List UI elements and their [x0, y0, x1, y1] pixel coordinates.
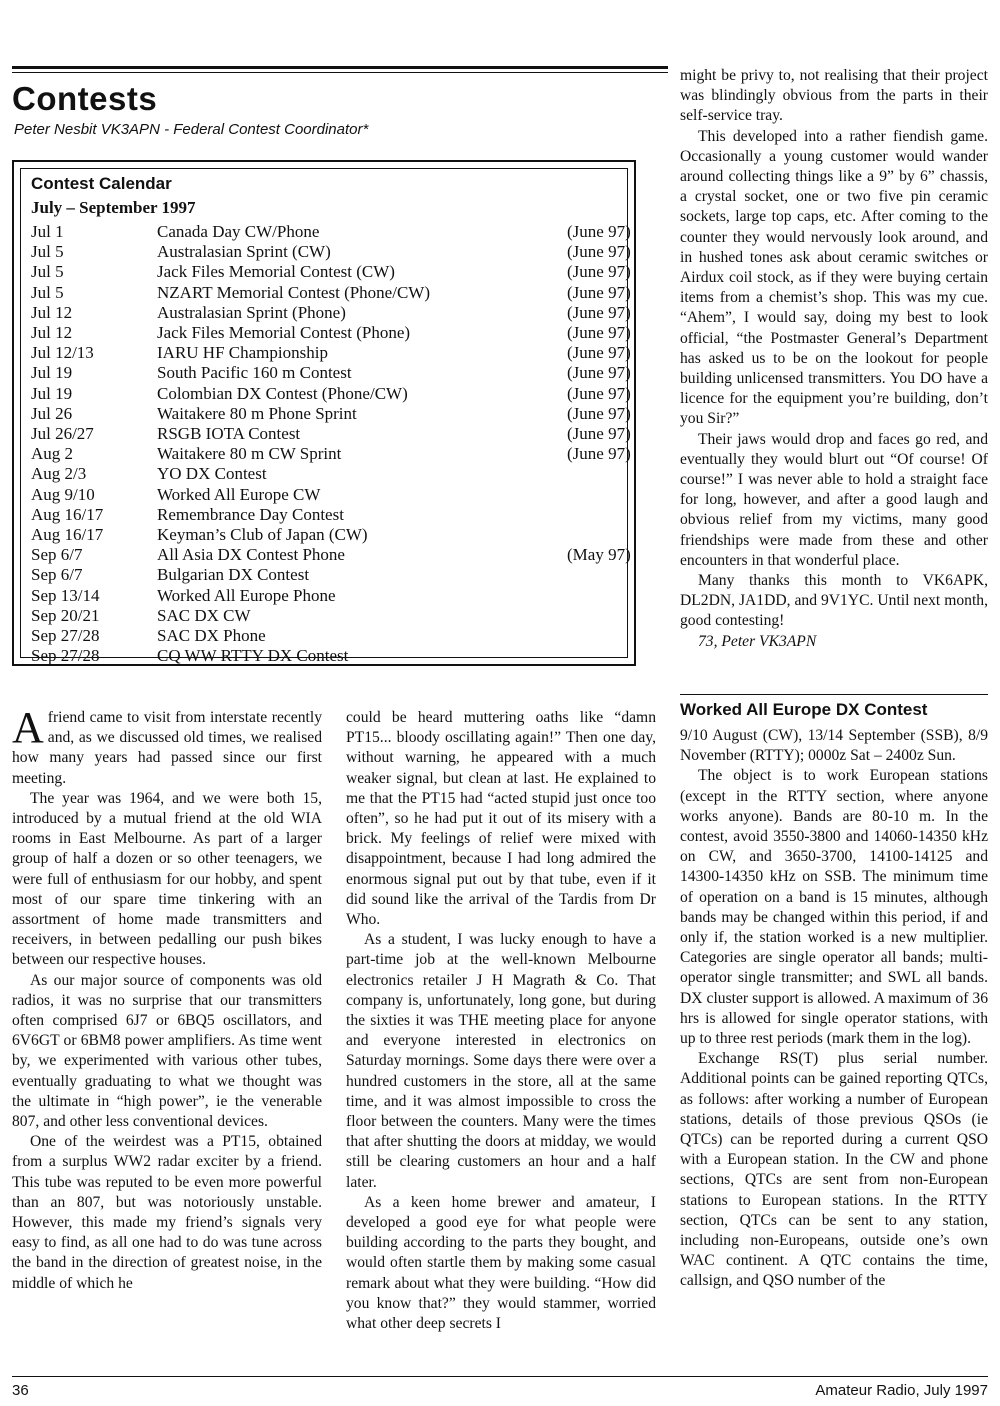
calendar-date: Aug 2/3 [31, 464, 87, 484]
paragraph: friend came to visit from interstate recently and, as we discussed old times, we realised how many years had passed since our first meeting. [12, 709, 322, 787]
calendar-row [31, 323, 631, 343]
calendar-issue-ref: (June 97) [567, 403, 631, 423]
calendar-row [31, 485, 631, 505]
calendar-row [31, 363, 631, 383]
calendar-contest-name: CQ WW RTTY DX Contest [157, 646, 349, 666]
calendar-date: Jul 5 [31, 262, 64, 282]
calendar-row [31, 626, 631, 646]
calendar-issue-ref: (June 97) [567, 222, 631, 241]
article-title: Contests [12, 80, 158, 117]
article-column-1 [12, 703, 322, 1294]
calendar-contest-name: Waitakere 80 m CW Sprint [157, 444, 342, 464]
paragraph: might be privy to, not realising that their project was blindingly obvious from the parts in their self-service tray. [680, 67, 988, 125]
calendar-issue-ref: (June 97) [567, 383, 631, 403]
calendar-date: Jul 12/13 [31, 343, 94, 363]
calendar-contest-name: All Asia DX Contest Phone [157, 545, 345, 565]
sign-off: 73, Peter VK3APN [698, 632, 817, 650]
calendar-issue-ref: (June 97) [567, 444, 631, 464]
calendar-contest-name: Worked All Europe Phone [157, 585, 336, 605]
calendar-contest-name: RSGB IOTA Contest [157, 424, 301, 443]
header-rule-thick [12, 66, 668, 69]
calendar-date: Aug 2 [31, 444, 74, 464]
contest-calendar-box [12, 160, 636, 666]
calendar-date: Aug 16/17 [31, 525, 104, 544]
calendar-date: Sep 20/21 [31, 605, 100, 625]
calendar-date: Jul 12 [31, 302, 73, 322]
calendar-row [31, 283, 631, 303]
calendar-contest-name: YO DX Contest [157, 464, 267, 484]
article-byline: Peter Nesbit VK3APN - Federal Contest Coordinator* [14, 121, 369, 138]
paragraph: As a keen home brewer and amateur, I developed a good eye for what people were building according to the parts they bought, and would often startle them by making some casual remark about what they were building. “How did you know that?” they would stammer, worried what other deep secrets I [346, 1193, 656, 1333]
paragraph: Their jaws would drop and faces go red, and eventually they would blurt out “Of course! Of course!” I was never able to hold a straight face for long, however, and after a good laugh and obvious relief from my victims, many good friendships were made from these and other encounters in that wonderful place. [680, 430, 988, 569]
calendar-date: Sep 27/28 [31, 646, 100, 666]
calendar-contest-name: Bulgarian DX Contest [157, 565, 310, 585]
drop-cap: A [12, 703, 44, 752]
paragraph: 9/10 August (CW), 13/14 September (SSB), 8/9 November (RTTY); 0000z Sat – 2400z Sun. [680, 727, 988, 765]
calendar-issue-ref: (May 97) [567, 545, 631, 565]
calendar-issue-ref: (June 97) [567, 242, 631, 262]
calendar-contest-name: Jack Files Memorial Contest (CW) [157, 262, 395, 282]
calendar-date: Sep 13/14 [31, 585, 100, 605]
calendar-date: Jul 19 [31, 383, 73, 403]
calendar-row [31, 464, 631, 484]
paragraph: The year was 1964, and we were both 15, introduced by a mutual friend at the old WIA rooms in East Melbourne. As part of a larger group of half a dozen or so other teenagers, we were full of enthusiasm for our hobby, and spent most of our spare time tinkering with an assortment of home made transmitters and receivers, in between pedalling our push bikes between our respective houses. [12, 789, 322, 969]
calendar-date: Sep 27/28 [31, 626, 100, 645]
calendar-contest-name: Remembrance Day Contest [157, 504, 344, 524]
paragraph: Many thanks this month to VK6APK, DL2DN, JA1DD, and 9V1YC. Until next month, good contesting! [680, 572, 988, 630]
calendar-contest-name: NZART Memorial Contest (Phone/CW) [157, 282, 430, 302]
calendar-date: Jul 12 [31, 323, 73, 342]
calendar-contest-name: Keyman’s Club of Japan (CW) [157, 525, 368, 544]
calendar-contest-name: Waitakere 80 m Phone Sprint [157, 403, 357, 423]
section-divider [680, 694, 988, 695]
article-column-3 [680, 66, 988, 652]
article-column-2 [346, 708, 656, 1334]
page-number: 36 [12, 1382, 29, 1399]
wae-heading: Worked All Europe DX Contest [680, 700, 928, 719]
calendar-contest-name: SAC DX Phone [157, 626, 266, 645]
calendar-date: Jul 19 [31, 363, 73, 383]
calendar-row [31, 444, 631, 464]
paragraph: The object is to work European stations (except in the RTTY section, where anyone works anyone). Bands are 80-10 m. In the contest, avoid 3550-3800 and 14060-14350 kHz on CW, and 3650-3700, 14100-14125 and 14300-14350 kHz on SSB. The minimum time of operation on a band is 15 minutes, although bands may be changed within this period, if and only if, the station worked is a new multiplier. Categories are single operator all bands; multi-operator single transmitter; and SWL all bands. DX cluster support is allowed. A maximum of 36 hrs is allowed for single operator stations, with up to three rest periods (mark them in the log). [680, 767, 988, 1048]
calendar-issue-ref: (June 97) [567, 363, 631, 383]
calendar-row [31, 404, 631, 424]
calendar-issue-ref: (June 97) [567, 282, 631, 302]
calendar-row [31, 525, 631, 545]
calendar-date: Aug 16/17 [31, 504, 104, 524]
paragraph: As our major source of components was old radios, it was no surprise that our transmitters often comprised 6J7 or 6BQ5 oscillators, and 6V6GT or 6BM8 power amplifiers. As time went by, we experimented with various other tubes, eventually graduating to what we thought was the ultimate in “high power”, ie the venerable 807, and other less conventional devices. [12, 971, 322, 1131]
calendar-issue-ref: (June 97) [567, 424, 631, 443]
calendar-row [31, 586, 631, 606]
calendar-issue-ref: (June 97) [567, 323, 631, 342]
calendar-row [31, 262, 631, 282]
calendar-period: July – September 1997 [31, 198, 196, 217]
header-rule-thin [12, 72, 668, 73]
paragraph: One of the weirdest was a PT15, obtained from a surplus WW2 radar exciter by a friend. This tube was reputed to be even more powerful than an 807, but was notoriously unstable. However, this made my friend’s signals very easy to find, as all one had to do was tune across the band in the direction of greatest noise, in the middle of which he [12, 1133, 322, 1292]
calendar-row [31, 343, 631, 363]
calendar-row [31, 646, 631, 666]
calendar-contest-name: IARU HF Championship [157, 343, 328, 363]
calendar-contest-name: Jack Files Memorial Contest (Phone) [157, 323, 411, 342]
calendar-row [31, 222, 631, 242]
calendar-contest-name: Australasian Sprint (Phone) [157, 302, 346, 322]
calendar-issue-ref: (June 97) [567, 302, 631, 322]
calendar-date: Sep 6/7 [31, 565, 83, 585]
calendar-row [31, 505, 631, 525]
calendar-issue-ref: (June 97) [567, 262, 631, 282]
calendar-date: Jul 5 [31, 282, 64, 302]
calendar-date: Sep 6/7 [31, 545, 83, 565]
wae-section [680, 726, 988, 1292]
calendar-issue-ref: (June 97) [567, 343, 631, 363]
calendar-contest-name: Canada Day CW/Phone [157, 222, 320, 241]
calendar-contest-name: Australasian Sprint (CW) [157, 242, 331, 262]
calendar-date: Jul 1 [31, 222, 64, 241]
calendar-row [31, 606, 631, 626]
calendar-row [31, 303, 631, 323]
calendar-contest-name: Colombian DX Contest (Phone/CW) [157, 383, 408, 403]
paragraph: could be heard muttering oaths like “damn PT15... bloody oscillating again!” Then one day, without warning, he appeared with a much weaker signal, but clean at last. He explained to me that the PT15 had “acted stupid just once too often”, so he had put it out of its misery with a brick. My feelings of relief were mixed with disappointment, because I had long admired the enormous signal put out by that tube, even if it did sound like the arrival of the Tardis from Dr Who. [346, 709, 656, 929]
publication-info: Amateur Radio, July 1997 [815, 1382, 988, 1399]
footer-rule [12, 1376, 988, 1377]
calendar-row [31, 424, 631, 444]
calendar-row [31, 242, 631, 262]
calendar-contest-name: SAC DX CW [157, 605, 251, 625]
paragraph: Exchange RS(T) plus serial number. Additional points can be gained reporting QTCs, as follows: after working a number of European stations, details of those previous QSOs (ie QTCs) can be reported during a current QSO with a European station. In the CW and phone sections, QTCs are sent from non-European stations to European stations. In the RTTY section, QTCs can be sent to any station, including non-Europeans, outside one’s own WAC continent. A QTC contains the time, callsign, and QSO number of the [680, 1050, 988, 1290]
calendar-title: Contest Calendar [31, 174, 172, 193]
calendar-row [31, 545, 631, 565]
paragraph: This developed into a rather fiendish game. Occasionally a young customer would wander around collecting things like a 9” by 6” chassis, a crystal socket, one or two five pin ceramic sockets, large top caps, etc. After coming to the counter they would nervously look around, and in hushed tones ask about ceramic switches or Airdux coil stock, as if they were buying certain items from a chemist’s shop. This was my cue. “Ahem”, I would say, doing my best to look official, “the Postmaster General’s Department has asked us to be on the lookout for people building unlicensed transmitters. You DO have a licence for the equipment you’re building, don’t you Sir?” [680, 127, 988, 428]
calendar-contest-name: South Pacific 160 m Contest [157, 363, 352, 383]
calendar-date: Jul 5 [31, 242, 64, 262]
paragraph: As a student, I was lucky enough to have a part-time job at the well-known Melbourne electronics retailer J H Magrath & Co. That company is, unfortunately, long gone, but during the sixties it was THE meeting place for anyone and everyone interested in electronics on Saturday mornings. Some days there were over a hundred customers in the store, all at the same time, and it was almost impossible to cross the floor between the counters. Many were the times that after shutting the doors at midday, we would still be clearing customers an hour and a half later. [346, 931, 656, 1191]
calendar-date: Jul 26 [31, 403, 73, 423]
contest-calendar-inner [20, 168, 631, 666]
calendar-row [31, 565, 631, 585]
calendar-contest-name: Worked All Europe CW [157, 484, 321, 504]
calendar-date: Aug 9/10 [31, 484, 95, 504]
calendar-row [31, 384, 631, 404]
calendar-date: Jul 26/27 [31, 424, 94, 443]
